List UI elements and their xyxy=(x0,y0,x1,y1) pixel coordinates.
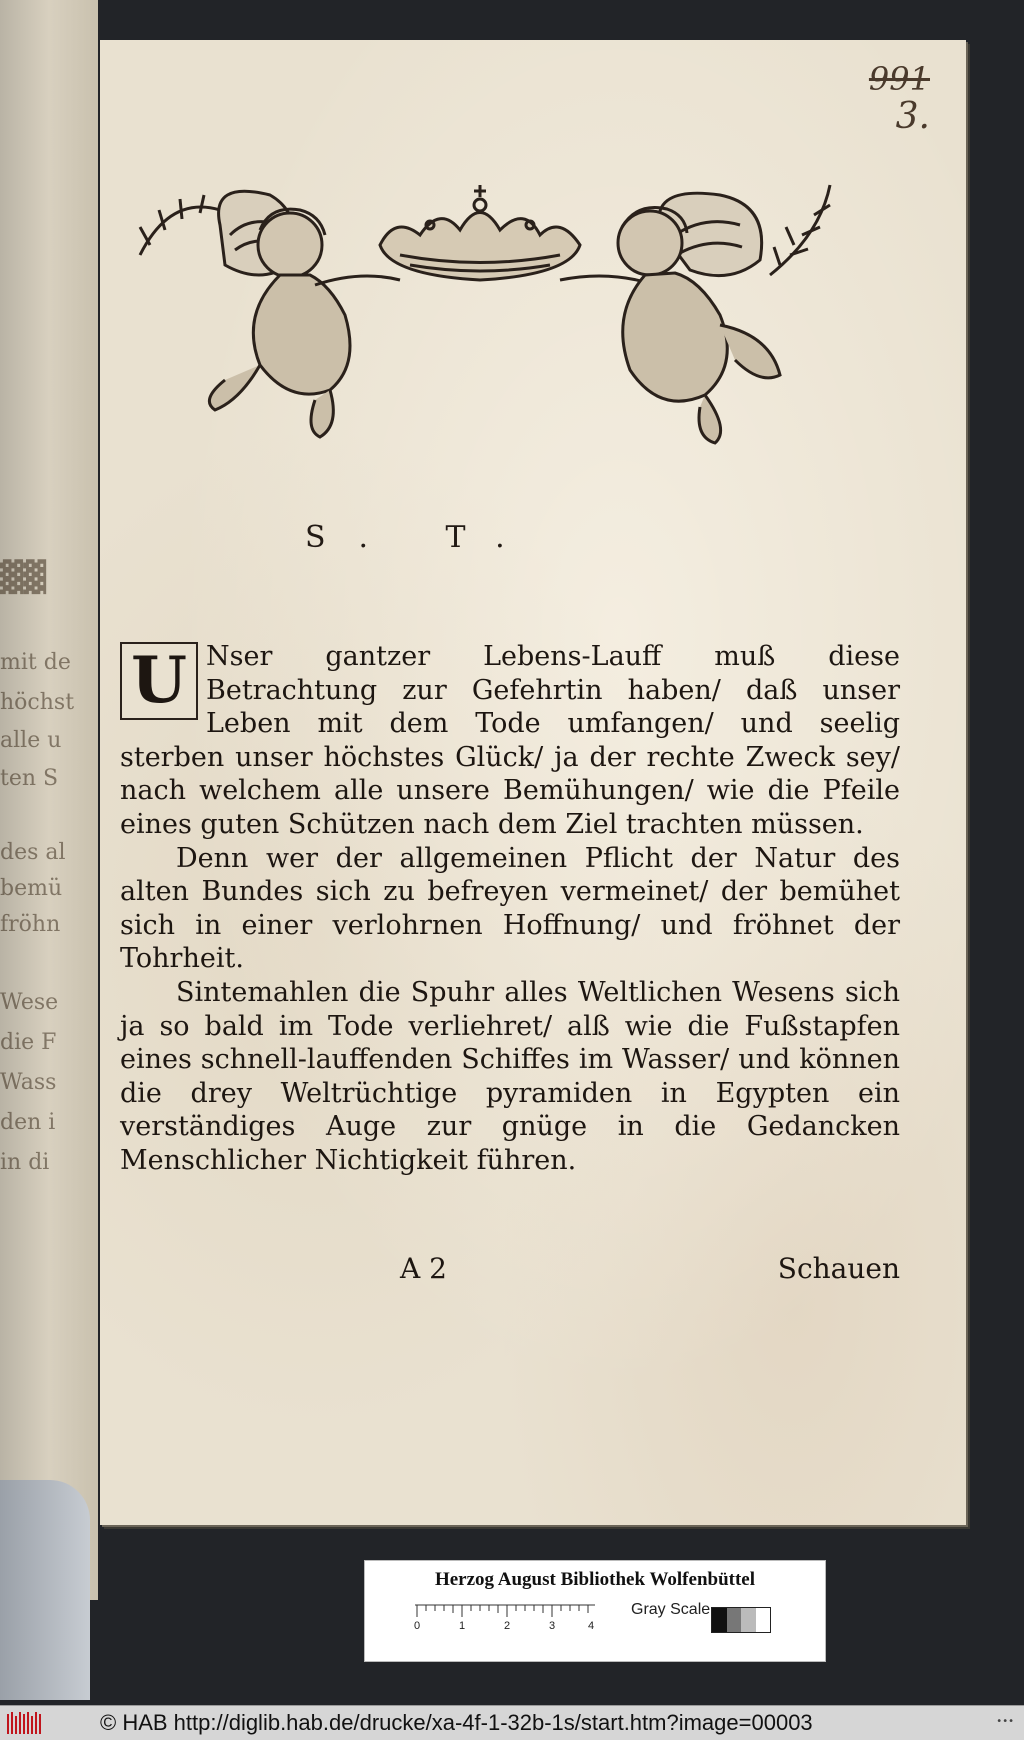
catchword: Schauen xyxy=(777,1252,900,1285)
book-page xyxy=(100,40,966,1525)
ruler-mark-4: 4 xyxy=(587,1620,595,1632)
more-icon[interactable]: ••• xyxy=(996,1716,1014,1727)
library-color-card xyxy=(364,1560,826,1662)
paragraph-1: Nser gantzer Lebens-Lauff muß diese Betrachtung zur Gefehrtin haben/ daß unser Leben mit dem Tode umfangen/ und seelig sterben unser höchstes Glück/ ja der rechte Zweck sey/ nach welchem alle unsere Bemühungen/ wie die Pfeile eines guten Schützen nach dem Ziel trachten müssen. xyxy=(120,641,900,840)
page-heading: S. T. xyxy=(305,520,539,555)
ruler-mark-0: 0 xyxy=(413,1620,421,1632)
cherubs-crown-ornament xyxy=(130,175,910,445)
ruler-mark-2: 2 xyxy=(503,1620,511,1632)
paragraph-2: Denn wer der allgemeinen Pflicht der Natur des alten Bundes sich zu befreyen vermeinet/ der bemühet sich in einer verlohrnen Hoffnung/ und fröhnet der Tohrheit. xyxy=(120,842,900,975)
scale-ruler xyxy=(415,1603,595,1631)
source-link[interactable]: © HAB http://diglib.hab.de/drucke/xa-4f-1-32b-1s/start.htm?image=00003 xyxy=(100,1710,813,1735)
facing-page-edge: ▓▓ mit de höchst alle u ten S des al bemü fröhn Wese die F Wass den i in di xyxy=(0,0,98,1600)
decorated-initial: U xyxy=(120,642,198,720)
grayscale-swatch xyxy=(711,1607,771,1633)
body-text xyxy=(120,640,900,1178)
hab-logo-icon xyxy=(6,1710,44,1736)
ruler-mark-3: 3 xyxy=(548,1620,556,1632)
paragraph-3: Sintemahlen die Spuhr alles Weltlichen Wesens sich ja so bald im Tode verliehret/ alß wie die Fußstapfen eines schnell-lauffenden Schiffes im Wasser/ und können die drey Weltrüchtige pyramiden in Egypten ein verständiges Auge zur gnüge in die Gedancken Menschlicher Nichtigkeit führen. xyxy=(120,976,900,1176)
facing-page-bleed: ▓▓ xyxy=(0,560,47,595)
library-name: Herzog August Bibliothek Wolfenbüttel xyxy=(434,1569,756,1590)
old-folio-number: 991 xyxy=(868,60,930,98)
signature-mark: A 2 xyxy=(400,1252,447,1285)
viewer-footer xyxy=(0,1705,1024,1740)
grayscale-label: Gray Scale xyxy=(631,1601,711,1618)
new-folio-number: 3. xyxy=(895,96,930,137)
folio-number xyxy=(869,60,930,137)
binding-board xyxy=(0,1480,90,1700)
ruler-mark-1: 1 xyxy=(458,1620,466,1632)
